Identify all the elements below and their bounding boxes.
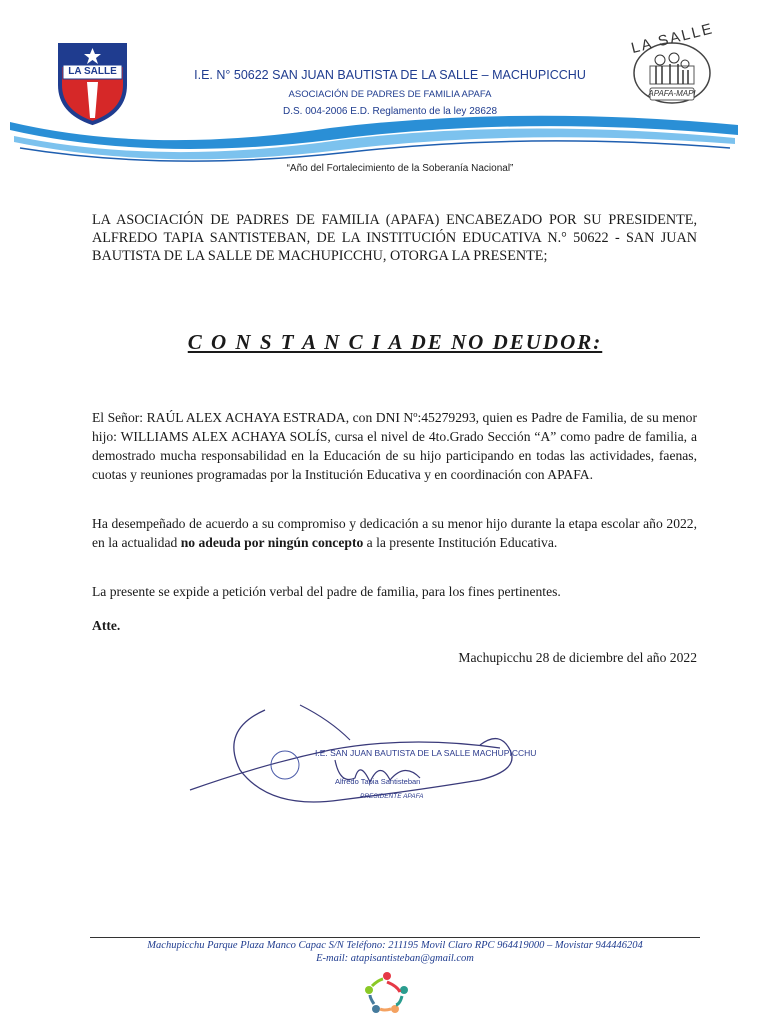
paragraph-2-text: Ha desempeñado de acuerdo a su compromiso y dedicación a su menor hijo durante la etapa escolar año 2022, en la actualidad (92, 516, 697, 550)
signature-scribble (180, 690, 550, 840)
paragraph-2-text-end: a la presente Institución Educativa. (363, 535, 558, 550)
stamp-name: Alfredo Tapia Santisteban (335, 777, 421, 786)
left-logo-text: LA SALLE (68, 66, 117, 77)
year-motto: “Año del Fortalecimiento de la Soberanía Nacional” (286, 163, 514, 174)
footer-address: Machupicchu Parque Plaza Manco Capac S/N Teléfono: 211195 Movil Claro RPC 964419000 – Movistar 944446204 (147, 940, 643, 951)
paragraph-2-bold-text: no adeuda por ningún concepto (180, 535, 364, 550)
footer-email: E-mail: atapisantisteban@gmail.com (316, 953, 474, 964)
body-paragraph-3: La presente se expide a petición verbal del padre de familia, para los fines pertinentes. (92, 584, 561, 599)
header-association-name: ASOCIACIÓN DE PADRES DE FAMILIA APAFA (288, 89, 492, 100)
stamp-institution: I.E. SAN JUAN BAUTISTA DE LA SALLE MACHUPICCHU (315, 748, 537, 758)
body-paragraph-1: El Señor: RAÚL ALEX ACHAYA ESTRADA, con DNI Nº:45279293, quien es Padre de Familia, de su menor hijo: WILLIAMS ALEX ACHAYA SOLÍS, cursa el nivel de 4to.Grado Sección “A” como padre de familia, a demostrado mucha responsabilidad en la Educación de su hijo participando en todas las actividades, faenas, cuotas y reuniones programadas por la Institución Educativa y en coordinación con APAFA. (92, 410, 697, 482)
stamp-role: PRESIDENTE APAFA (360, 793, 424, 800)
body-paragraph-2 (92, 514, 697, 552)
community-people-icon (362, 968, 412, 1016)
intro-paragraph: LA ASOCIACIÓN DE PADRES DE FAMILIA (APAFA) ENCABEZADO POR SU PRESIDENTE, ALFREDO TAPIA SANTISTEBAN, DE LA INSTITUCIÓN EDUCATIVA N.° 50622 - SAN JUAN BAUTISTA DE LA SALLE DE MACHUPICCHU, OTORGA LA PRESENTE; (92, 212, 697, 264)
footer-divider (90, 937, 700, 938)
right-logo-bottom-text: APAFA-MAPI (648, 89, 696, 98)
date-line: Machupicchu 28 de diciembre del año 2022 (458, 650, 697, 665)
header-decree: D.S. 004-2006 E.D. Reglamento de la ley 28628 (282, 106, 498, 117)
right-logo-top-text: LA SALLE (629, 20, 716, 57)
header-school-name: I.E. N° 50622 SAN JUAN BAUTISTA DE LA SALLE – MACHUPICCHU (194, 68, 586, 82)
document-title: C O N S T A N C I A DE NO DEUDOR: (187, 330, 603, 354)
header-wave-decoration (0, 100, 768, 170)
closing-atte: Atte. (92, 618, 121, 633)
